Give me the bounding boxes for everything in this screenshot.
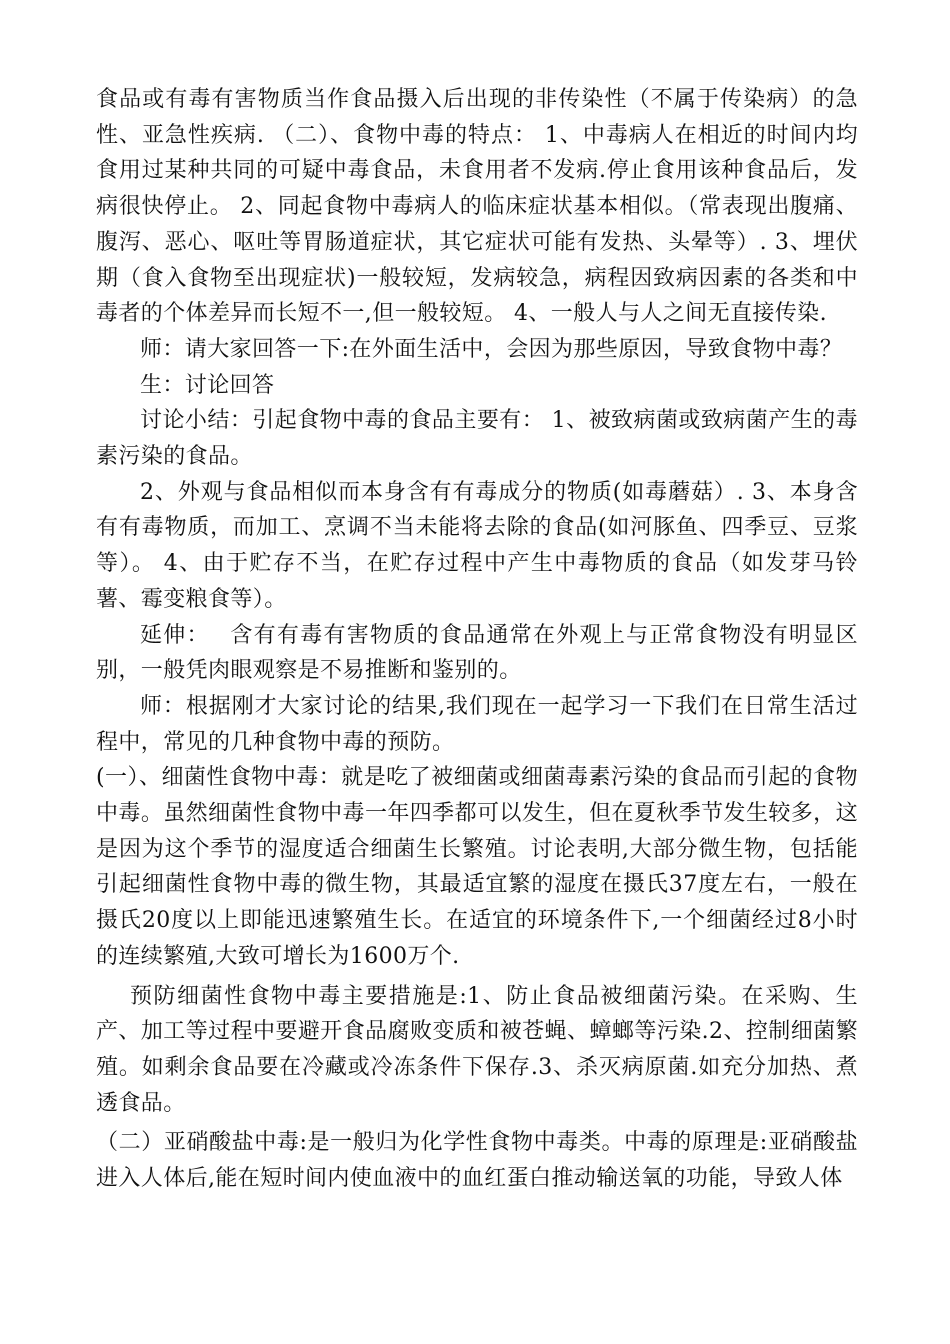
paragraph-definition-and-characteristics: 食品或有毒有害物质当作食品摄入后出现的非传染性（不属于传染病）的急性、亚急性疾病. （二）、食物中毒的特点： 1、中毒病人在相近的时间内均食用过某种共同的可疑中毒食品，未食用者不发病.停止食用该种食品后，发病很快停止。 2、同起食物中毒病人的临床症状基本相似。（常表现出腹痛、腹泻、恶心、呕吐等胃肠道症状，其它症状可能有发热、头晕等）. 3、埋伏期（食入食物至出现症状)一般较短，发病较急，病程因致病因素的各类和中毒者的个体差异而长短不一,但一般较短。 4、一般人与人之间无直接传染. — [96, 87, 858, 327]
paragraph-teacher-question: 师：请大家回答一下:在外面生活中，会因为那些原因，导致食物中毒？ — [140, 336, 843, 362]
paragraph-nitrite-poisoning: （二）亚硝酸盐中毒:是一般归为化学性食物中毒类。中毒的原理是:亚硝酸盐进入人体后,能在短时间内使血液中的血红蛋白推动输送氧的功能，导致人体 — [96, 1130, 858, 1192]
paragraph-bacterial-food-poisoning: (一）、细菌性食物中毒：就是吃了被细菌或细菌毒素污染的食品而引起的食物中毒。虽然细菌性食物中毒一年四季都可以发生，但在夏秋季节发生较多，这是因为这个季节的湿度适合细菌生长繁殖。讨论表明,大部分微生物，包括能引起细菌性食物中毒的微生物，其最适宜繁的湿度在摄氏37度左右，一般在摄氏20度以上即能迅速繁殖生长。在适宜的环境条件下,一个细菌经过8小时的连续繁殖,大致可增长为1600万个. — [96, 765, 858, 969]
paragraph-extension: 延伸： 含有有毒有害物质的食品通常在外观上与正常食物没有明显区别，一般凭肉眼观察是不易推断和鉴别的。 — [96, 622, 858, 684]
paragraph-student-discussion: 生：讨论回答 — [140, 372, 275, 398]
paragraph-teacher-prevention-intro: 师：根据刚才大家讨论的结果,我们现在一起学习一下我们在日常生活过程中，常见的几种食物中毒的预防。 — [96, 693, 858, 755]
paragraph-discussion-summary: 讨论小结：引起食物中毒的食品主要有： 1、被致病菌或致病菌产生的毒素污染的食品。 — [96, 408, 858, 470]
paragraph-bacterial-prevention-measures: 预防细菌性食物中毒主要措施是:1、防止食品被细菌污染。在采购、生产、加工等过程中要避开食品腐败变质和被苍蝇、蟑螂等污染.2、控制细菌繁殖。如剩余食品要在冷藏或冷冻条件下保存.3、杀灭病原菌.如充分加热、煮透食品。 — [96, 983, 858, 1116]
paragraph-summary-continued: 2、外观与食品相似而本身含有有毒成分的物质(如毒蘑菇）. 3、本身含有有毒物质，而加工、烹调不当未能将去除的食品(如河豚鱼、四季豆、豆浆等）。 4、由于贮存不当，在贮存过程中产生中毒物质的食品（如发芽马铃薯、霉变粮食等）。 — [96, 479, 858, 612]
document-body — [96, 82, 858, 1197]
